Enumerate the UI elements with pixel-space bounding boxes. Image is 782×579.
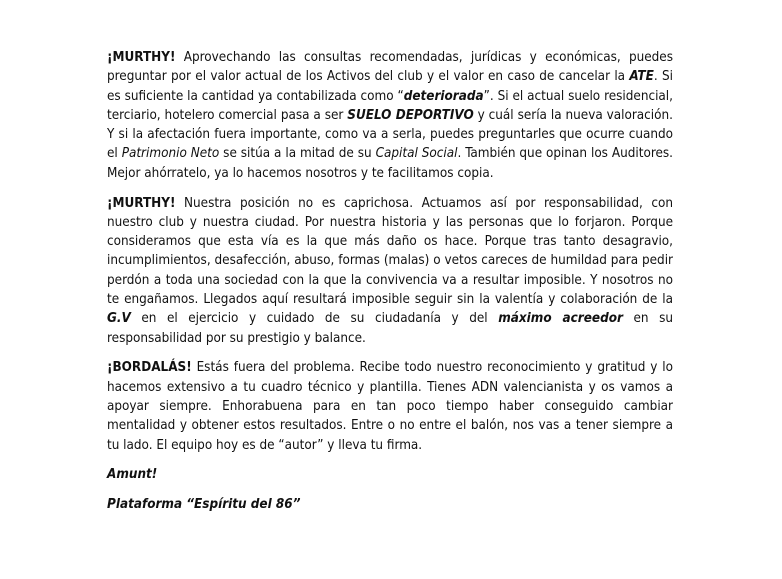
signature-line: Plataforma “Espíritu del 86” xyxy=(107,497,301,513)
paragraph-murthy-2 xyxy=(107,194,673,348)
paragraph-murthy-1 xyxy=(107,48,673,183)
paragraph-bordalas xyxy=(107,358,673,454)
body-text: . También que opinan los Auditores. Mejor ahórratelo, ya lo hacemos nosotros y te facilitamos copia. xyxy=(107,146,674,181)
body-text: en su responsabilidad por su prestigio y balance. xyxy=(107,311,673,346)
body-text: y cuál sería la nueva valoración. Y si la afectación fuera importante, como va a serla, puedes preguntarles que ocurre cuando el xyxy=(107,107,673,162)
body-text: se sitúa a la mitad de su xyxy=(219,146,376,162)
letter-document xyxy=(107,48,673,525)
closing-line: Amunt! xyxy=(107,467,158,483)
addressee-label: ¡MURTHY! xyxy=(107,50,176,65)
emphasis-term: G.V xyxy=(107,311,131,327)
body-text: Nuestra posición no es caprichosa. Actuamos así por responsabilidad, con nuestro club y nuestra ciudad. Por nuestra historia y las personas que lo forjaron. Porque consideramos que esta vía es la que más daño os hace. Porque tras tanto desagravio, incumplimientos, desafección, abuso, formas (malas) o vetos careces de humildad para pedir perdón a toda una sociedad con la que la convivencia va a resultar imposible. Y nosotros no te engañamos. Llegados aquí resultará imposible seguir sin la valentía y colaboración de la xyxy=(107,195,673,308)
italic-term: Capital Social xyxy=(375,146,458,162)
emphasis-term: SUELO DEPORTIVO xyxy=(347,107,474,123)
emphasis-term: deteriorada xyxy=(403,88,484,104)
emphasis-term: ATE xyxy=(629,69,654,85)
body-text: ”. Si el actual suelo residencial, terciario, hotelero comercial pasa a ser xyxy=(107,88,673,123)
emphasis-term: máximo acreedor xyxy=(498,311,623,327)
addressee-label: ¡BORDALÁS! xyxy=(107,360,192,376)
italic-term: Patrimonio Neto xyxy=(121,146,220,162)
body-text: Estás fuera del problema. Recibe todo nuestro reconocimiento y gratitud y lo hacemos extensivo a tu cuadro técnico y plantilla. Tienes ADN valencianista y os vamos a apoyar siempre. Enhorabuena para en tan poco tiempo haber conseguido cambiar mentalidad y obtener estos resultados. Entre o no entre el balón, nos vas a tener siempre a tu lado. El equipo hoy es de “autor” y lleva tu firma. xyxy=(107,360,673,453)
addressee-label: ¡MURTHY! xyxy=(107,195,176,211)
body-text: . Si es suficiente la cantidad ya contabilizada como “ xyxy=(107,69,674,104)
body-text: Aprovechando las consultas recomendadas, jurídicas y económicas, puedes preguntar por el valor actual de los Activos del club y el valor en caso de cancelar la xyxy=(107,50,673,85)
body-text: en el ejercicio y cuidado de su ciudadanía y del xyxy=(130,311,499,327)
